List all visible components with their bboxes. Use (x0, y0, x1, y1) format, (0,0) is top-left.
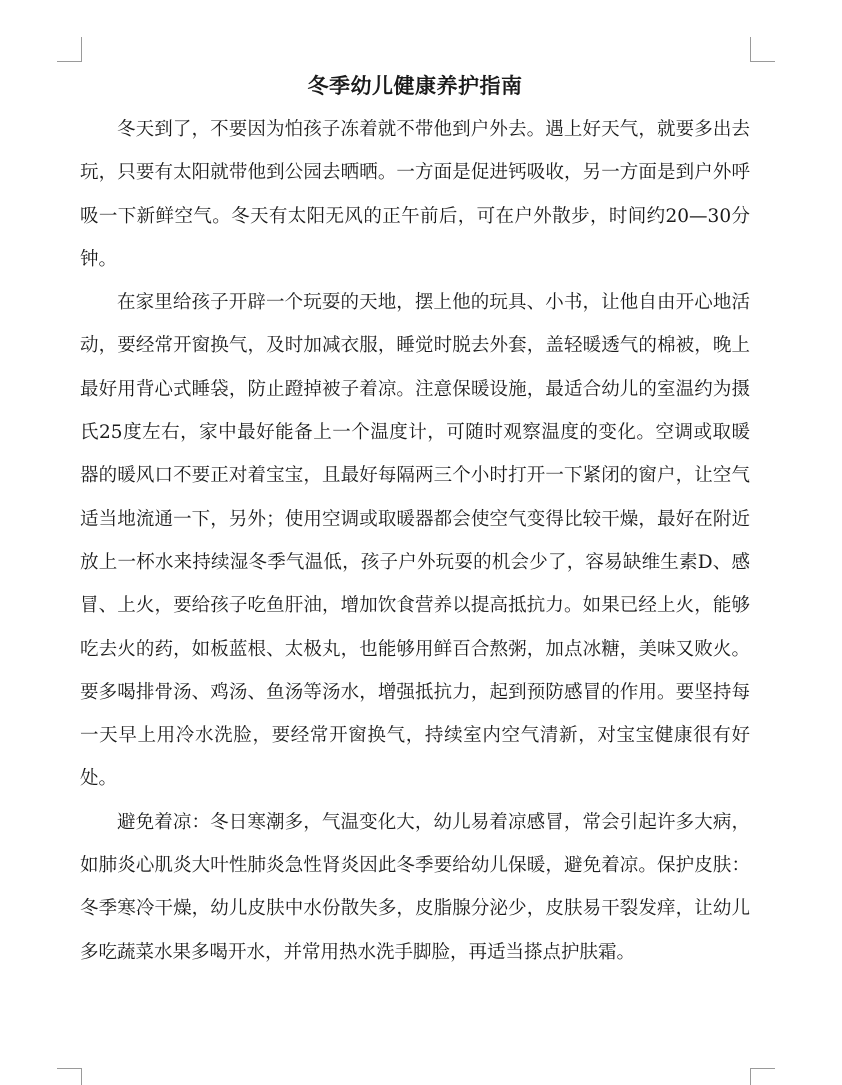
document-body (80, 68, 750, 974)
crop-mark-top-right (750, 37, 775, 62)
document-title: 冬季幼儿健康养护指南 (307, 74, 523, 98)
paragraph-outdoor: 冬天到了，不要因为怕孩子冻着就不带他到户外去。遇上好天气，就要多出去玩，只要有太阳就带他到公园去晒晒。一方面是促进钙吸收，另一方面是到户外呼吸一下新鲜空气。冬天有太阳无风的正午前后，可在户外散步，时间约20—30分钟。 (80, 119, 750, 270)
crop-mark-top-left (57, 37, 82, 62)
paragraph-prevention: 避免着凉：冬日寒潮多，气温变化大，幼儿易着凉感冒，常会引起许多大病，如肺炎心肌炎大叶性肺炎急性肾炎因此冬季要给幼儿保暖，避免着凉。保护皮肤：冬季寒冷干燥，幼儿皮肤中水份散失多，皮脂腺分泌少，皮肤易干裂发痒，让幼儿多吃蔬菜水果多喝开水，并常用热水洗手脚脸，再适当搽点护肤霜。 (80, 811, 750, 963)
paragraph-indoor-care: 在家里给孩子开辟一个玩耍的天地，摆上他的玩具、小书，让他自由开心地活动，要经常开窗换气，及时加减衣服，睡觉时脱去外套，盖轻暖透气的棉被，晚上最好用背心式睡袋，防止蹬掉被子着凉。注意保暖设施，最适合幼儿的室温约为摄氏25度左右，家中最好能备上一个温度计，可随时观察温度的变化。空调或取暖器的暖风口不要正对着宝宝，且最好每隔两三个小时打开一下紧闭的窗户，让空气适当地流通一下，另外；使用空调或取暖器都会使空气变得比较干燥，最好在附近放上一杯水来持续湿冬季气温低，孩子户外玩耍的机会少了，容易缺维生素D、感冒、上火，要给孩子吃鱼肝油，增加饮食营养以提高抵抗力。如果已经上火，能够吃去火的药，如板蓝根、太极丸，也能够用鲜百合熬粥，加点冰糖，美味又败火。要多喝排骨汤、鸡汤、鱼汤等汤水，增强抵抗力，起到预防感冒的作用。要坚持每一天早上用冷水洗脸，要经常开窗换气，持续室内空气清新，对宝宝健康很有好处。 (80, 292, 750, 790)
crop-mark-bottom-right (750, 1068, 775, 1085)
crop-mark-bottom-left (57, 1068, 82, 1085)
